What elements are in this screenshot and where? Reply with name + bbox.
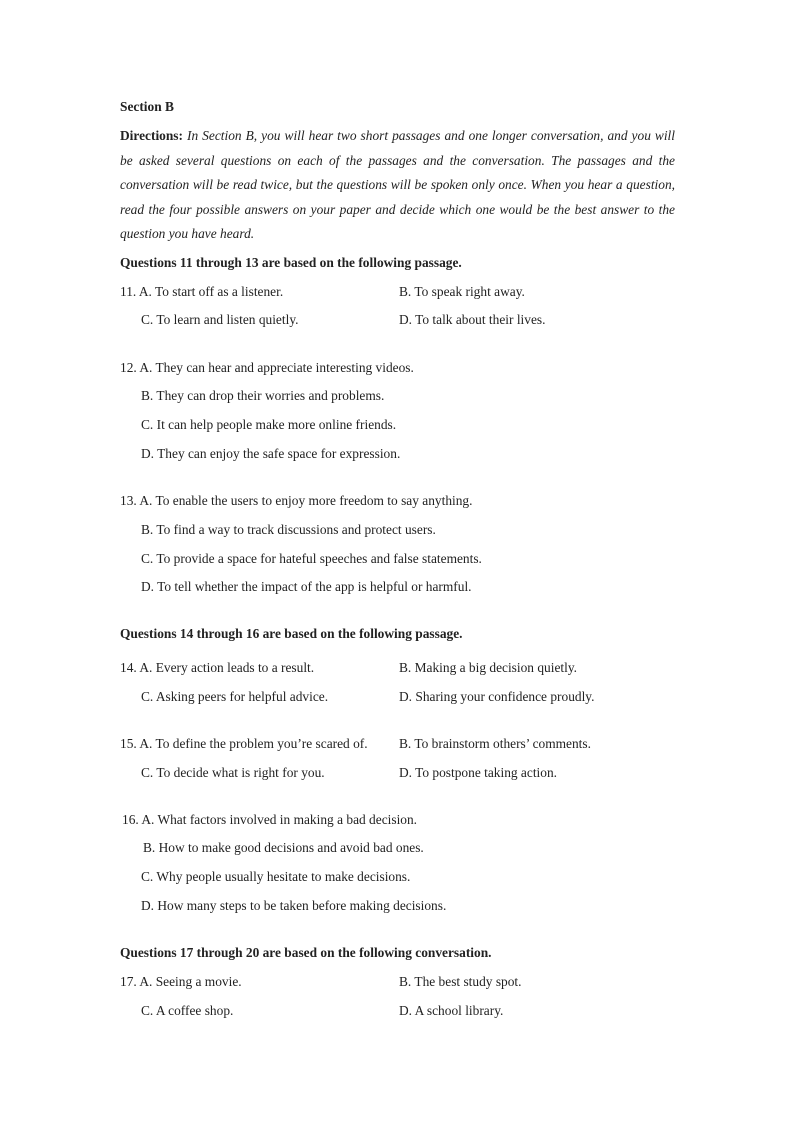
directions-text: In Section B, you will hear two short passages and one longer conversation, and you will be asked several questions on each of the passages and the conversation. The passages and the conversation will be read twice, but the questions will be spoken only once. When you hear a question, read the four possible answers on your paper and decide which one would be the best answer to the question you have heard. bbox=[120, 128, 675, 241]
directions-label: Directions: bbox=[120, 128, 183, 143]
q11-option-b: B. To speak right away. bbox=[399, 284, 525, 299]
q14-option-d: D. Sharing your confidence proudly. bbox=[399, 689, 595, 704]
q13-option-d: D. To tell whether the impact of the app is helpful or harmful. bbox=[141, 579, 472, 594]
group-heading-14-16: Questions 14 through 16 are based on the following passage. bbox=[120, 626, 463, 641]
q16-option-b: B. How to make good decisions and avoid bad ones. bbox=[143, 840, 424, 855]
q17-option-d: D. A school library. bbox=[399, 1003, 504, 1018]
q11-option-a: 11. A. To start off as a listener. bbox=[120, 284, 284, 299]
q12-option-a: 12. A. They can hear and appreciate interesting videos. bbox=[120, 360, 414, 375]
section-title: Section B bbox=[120, 99, 174, 114]
q14-option-a: 14. A. Every action leads to a result. bbox=[120, 660, 315, 675]
q12-option-c: C. It can help people make more online friends. bbox=[141, 417, 397, 432]
q14-option-b: B. Making a big decision quietly. bbox=[399, 660, 578, 675]
q15-option-b: B. To brainstorm others’ comments. bbox=[399, 736, 591, 751]
q17-option-a: 17. A. Seeing a movie. bbox=[120, 974, 242, 989]
q15-option-a: 15. A. To define the problem you’re scared of. bbox=[120, 736, 368, 751]
q11-option-c: C. To learn and listen quietly. bbox=[141, 312, 299, 327]
q17-option-b: B. The best study spot. bbox=[399, 974, 522, 989]
q15-option-c: C. To decide what is right for you. bbox=[141, 765, 325, 780]
q14-option-c: C. Asking peers for helpful advice. bbox=[141, 689, 329, 704]
q13-option-b: B. To find a way to track discussions and protect users. bbox=[141, 522, 436, 537]
q13-option-a: 13. A. To enable the users to enjoy more freedom to say anything. bbox=[120, 493, 473, 508]
q15-option-d: D. To postpone taking action. bbox=[399, 765, 557, 780]
q17-option-c: C. A coffee shop. bbox=[141, 1003, 234, 1018]
q16-option-a: 16. A. What factors involved in making a bad decision. bbox=[122, 812, 418, 827]
q11-option-d: D. To talk about their lives. bbox=[399, 312, 546, 327]
group-heading-11-13: Questions 11 through 13 are based on the following passage. bbox=[120, 255, 462, 270]
directions-paragraph bbox=[120, 124, 675, 247]
group-heading-17-20: Questions 17 through 20 are based on the following conversation. bbox=[120, 945, 492, 960]
q12-option-d: D. They can enjoy the safe space for expression. bbox=[141, 446, 401, 461]
q16-option-c: C. Why people usually hesitate to make decisions. bbox=[141, 869, 411, 884]
q12-option-b: B. They can drop their worries and problems. bbox=[141, 388, 385, 403]
q16-option-d: D. How many steps to be taken before making decisions. bbox=[141, 898, 447, 913]
q13-option-c: C. To provide a space for hateful speeches and false statements. bbox=[141, 551, 482, 566]
